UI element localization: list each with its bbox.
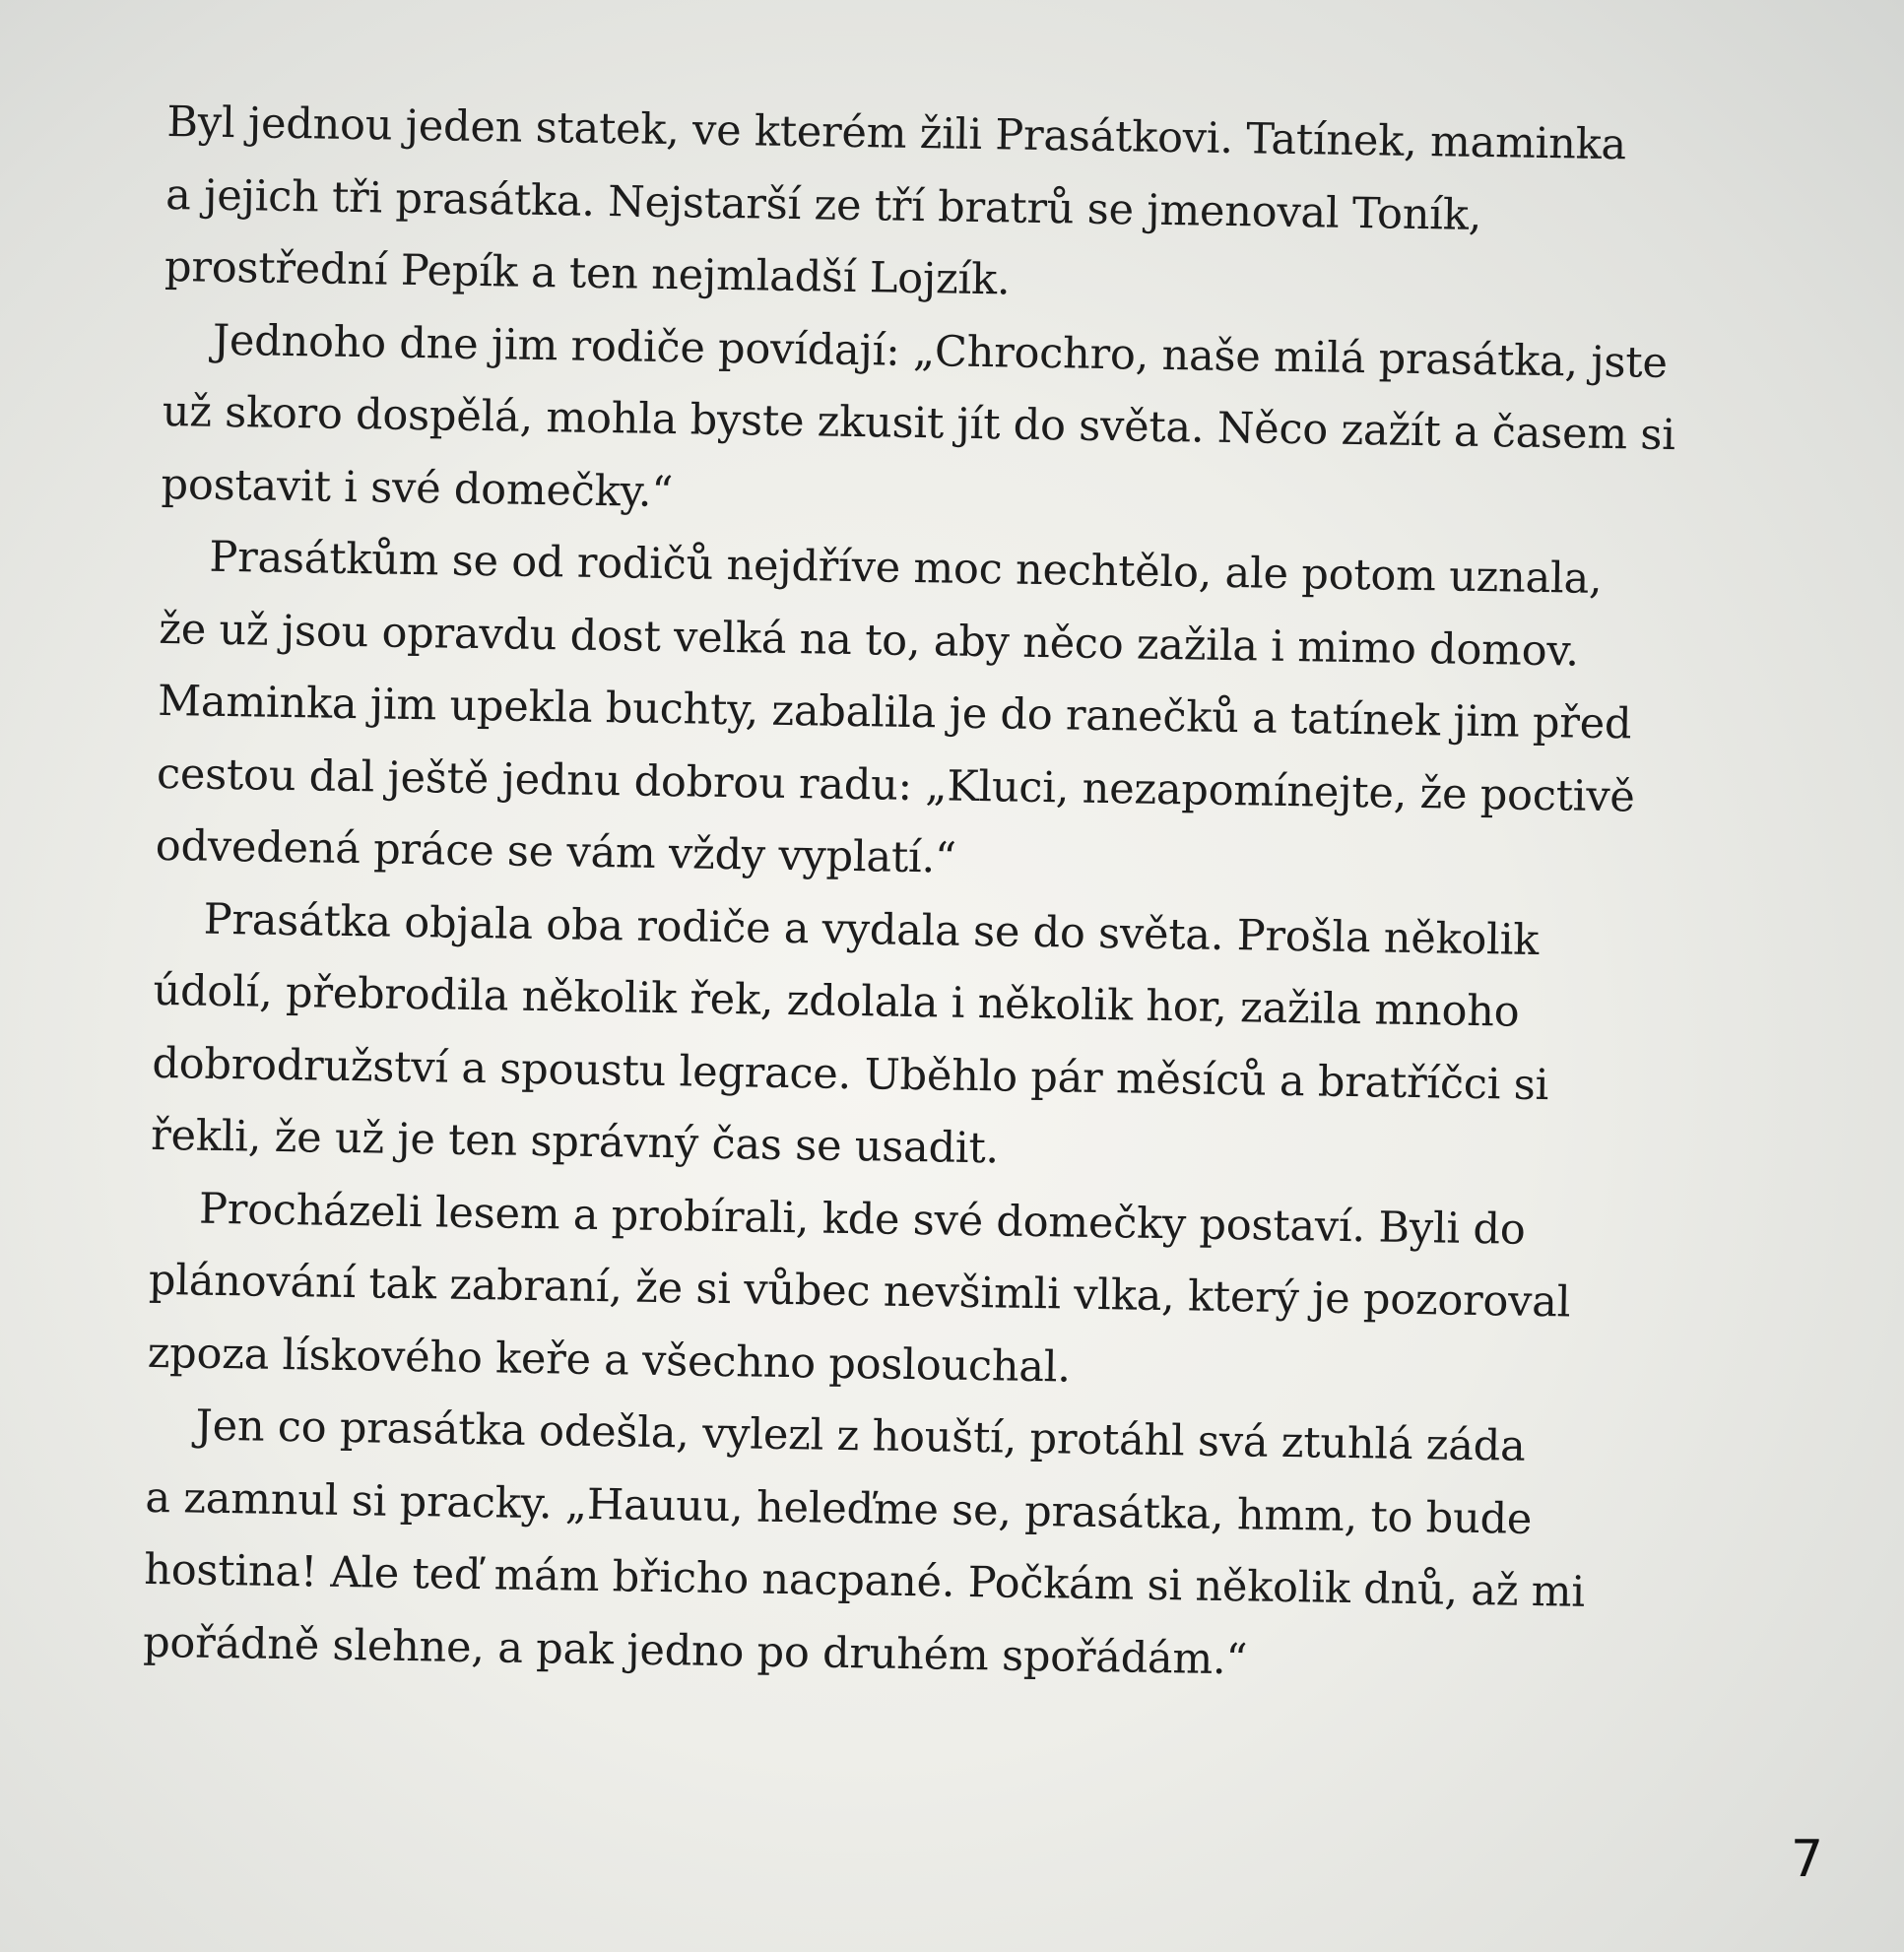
text-line: už skoro dospělá, mohla byste zkusit jít do světa. Něco zažít a časem si xyxy=(162,386,1676,461)
text-line: odvedená práce se vám vždy vyplatí.“ xyxy=(155,820,957,883)
text-line: a jejich tři prasátka. Nejstarší ze tří bratrů se jmenoval Toník, xyxy=(164,169,1482,240)
story-text xyxy=(143,87,1704,1703)
text-line: zpoza lískového keře a všechno poslouchal. xyxy=(147,1328,1072,1393)
paragraph-3 xyxy=(155,521,1697,907)
text-line: Jednoho dne jim rodiče povídají: „Chrochro, naše milá prasátka, jste xyxy=(212,315,1669,388)
text-line: postavit i své domečky.“ xyxy=(161,459,674,517)
page-number: 7 xyxy=(1791,1830,1824,1889)
text-line: prostřední Pepík a ten nejmladší Lojzík. xyxy=(164,241,1011,305)
paragraph-2 xyxy=(161,303,1700,545)
text-line: dobrodružství a spoustu legrace. Uběhlo pár měsíců a bratříčci si xyxy=(152,1038,1549,1110)
text-line: Procházeli lesem a probírali, kde své domečky postaví. Byli do xyxy=(198,1184,1526,1255)
paragraph-5 xyxy=(147,1172,1686,1413)
text-line: řekli, že už je ten správný čas se usadit. xyxy=(150,1110,1000,1174)
text-line: Prasátka objala oba rodiče a vydala se do světa. Prošla několik xyxy=(203,894,1540,965)
text-line: Maminka jim upekla buchty, zabalila je do ranečků a tatínek jim před xyxy=(157,676,1632,749)
paragraph-6 xyxy=(143,1390,1683,1703)
text-line: pořádně slehne, a pak jedno po druhém spořádám.“ xyxy=(142,1617,1248,1684)
text-line: Prasátkům se od rodičů nejdříve moc nechtělo, ale potom uznala, xyxy=(209,532,1603,604)
paragraph-4 xyxy=(151,882,1691,1196)
paragraph-1 xyxy=(164,87,1704,328)
text-line: a zamnul si pracky. „Hauuu, heleďme se, prasátka, hmm, to bude xyxy=(145,1472,1533,1544)
text-line: Jen co prasátka odešla, vylezl z houští, protáhl svá ztuhlá záda xyxy=(195,1400,1526,1471)
text-line: hostina! Ale teď mám břicho nacpané. Počkám si několik dnů, až mi xyxy=(143,1544,1586,1617)
text-line: údolí, přebrodila několik řek, zdolala i několik hor, zažila mnoho xyxy=(153,965,1520,1037)
text-line: cestou dal ještě jednu dobrou radu: „Kluci, nezapomínejte, že poctivě xyxy=(156,748,1636,821)
text-line: plánování tak zabraní, že si vůbec nevšimli vlka, který je pozoroval xyxy=(148,1255,1571,1328)
text-line: že už jsou opravdu dost velká na to, aby něco zažila i mimo domov. xyxy=(158,604,1580,677)
text-line: Byl jednou jeden statek, ve kterém žili Prasátkovi. Tatínek, maminka xyxy=(166,97,1627,170)
